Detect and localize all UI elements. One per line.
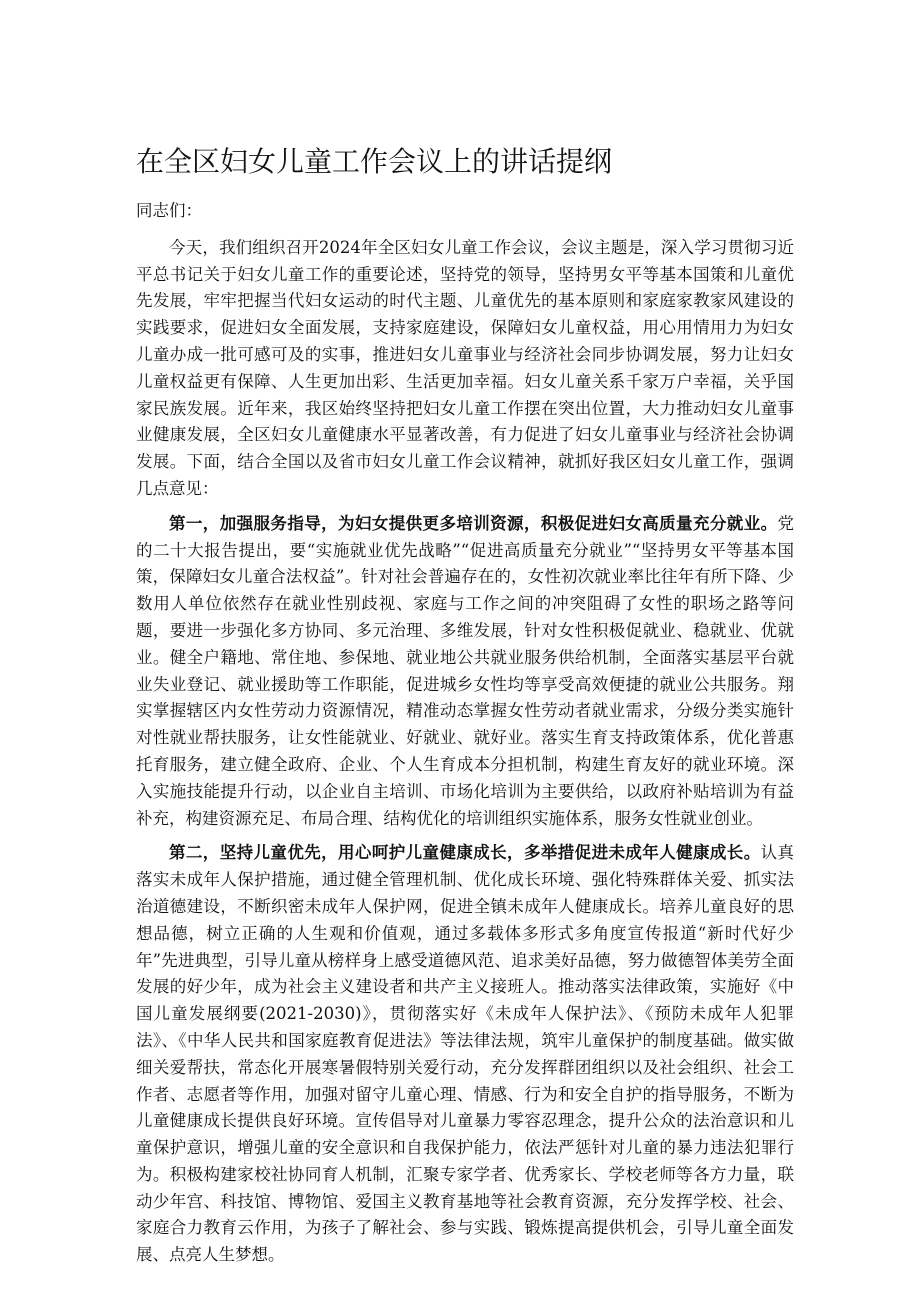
salutation: 同志们： (136, 201, 202, 220)
paragraph-lead: 第一，加强服务指导，为妇女提供更多培训资源，积极促进妇女高质量充分就业。 (169, 513, 778, 533)
paragraph-point-2 (136, 840, 794, 1269)
document-body (136, 198, 794, 1277)
paragraph-intro (136, 235, 794, 503)
paragraph-lead: 第二，坚持儿童优先，用心呵护儿童健康成长，多举措促进未成年人健康成长。 (169, 843, 761, 863)
paragraph-text: 今天，我们组织召开2024年全区妇女儿童工作会议，会议主题是，深入学习贯彻习近平总书记关于妇女儿童工作的重要论述，坚持党的领导，坚持男女平等基本国策和儿童优先发展，牢牢把握当代妇女运动的时代主题、儿童优先的基本原则和家庭家教家风建设的实践要求，促进妇女全面发展，支持家庭建设，保障妇女儿童权益，用心用情用力为妇女儿童办成一批可感可及的实事，推进妇女儿童事业与经济社会同步协调发展，努力让妇女儿童权益更有保障、人生更加出彩、生活更加幸福。妇女儿童关系千家万户幸福，关乎国家民族发展。近年来，我区始终坚持把妇女儿童工作摆在突出位置，大力推动妇女儿童事业健康发展，全区妇女儿童健康水平显著改善，有力促进了妇女儿童事业与经济社会协调发展。下面，结合全国以及省市妇女儿童工作会议精神，就抓好我区妇女儿童工作，强调几点意见： (136, 237, 794, 498)
paragraph-point-1 (136, 511, 794, 833)
paragraph-text: 党的二十大报告提出，要“实施就业优先战略”“促进高质量充分就业”“坚持男女平等基本国策，保障妇女儿童合法权益”。针对社会普遍存在的，女性初次就业率比往年有所下降、少数用人单位依然存在就业性别歧视、家庭与工作之间的冲突阻碍了女性的职场之路等问题，要进一步强化多方协同、多元治理、多维发展，针对女性积极促就业、稳就业、优就业。健全户籍地、常住地、参保地、就业地公共就业服务供给机制，全面落实基层平台就业失业登记、就业援助等工作职能，促进城乡女性均等享受高效便捷的就业公共服务。翔实掌握辖区内女性劳动力资源情况，精准动态掌握女性劳动者就业需求，分级分类实施针对性就业帮扶服务，让女性能就业、好就业、就好业。落实生育支持政策体系，优化普惠托育服务，建立健全政府、企业、个人生育成本分担机制，构建生育友好的就业环境。深入实施技能提升行动，以企业自主培训、市场化培训为主要供给，以政府补贴培训为有益补充，构建资源充足、布局合理、结构优化的培训组织实施体系，服务女性就业创业。 (136, 513, 794, 828)
paragraph-text: 认真落实未成年人保护措施，通过健全管理机制、优化成长环境、强化特殊群体关爱、抓实法治道德建设，不断织密未成年人保护网，促进全镇未成年人健康成长。培养儿童良好的思想品德，树立正确的人生观和价值观，通过多载体多形式多角度宣传报道“新时代好少年”先进典型，引导儿童从榜样身上感受道德风范、追求美好品德，努力做德智体美劳全面发展的好少年，成为社会主义建设者和共产主义接班人。推动落实法律政策，实施好《中国儿童发展纲要(2021-2030)》，贯彻落实好《未成年人保护法》、《预防未成年人犯罪法》、《中华人民共和国家庭教育促进法》等法律法规，筑牢儿童保护的制度基础。做实做细关爱帮扶，常态化开展寒暑假特别关爱行动，充分发挥群团组织以及社会组织、社会工作者、志愿者等作用，加强对留守儿童心理、情感、行为和安全自护的指导服务，不断为儿童健康成长提供良好环境。宣传倡导对儿童暴力零容忍理念，提升公众的法治意识和儿童保护意识，增强儿童的安全意识和自我保护能力，依法严惩针对儿童的暴力违法犯罪行为。积极构建家校社协同育人机制，汇聚专家学者、优秀家长、学校老师等各方力量，联动少年宫、科技馆、博物馆、爱国主义教育基地等社会教育资源，充分发挥学校、社会、家庭合力教育云作用，为孩子了解社会、参与实践、锻炼提高提供机会，引导儿童全面发展、点亮人生梦想。 (136, 843, 795, 1265)
document-title: 在全区妇女儿童工作会议上的讲话提纲 (136, 145, 613, 178)
